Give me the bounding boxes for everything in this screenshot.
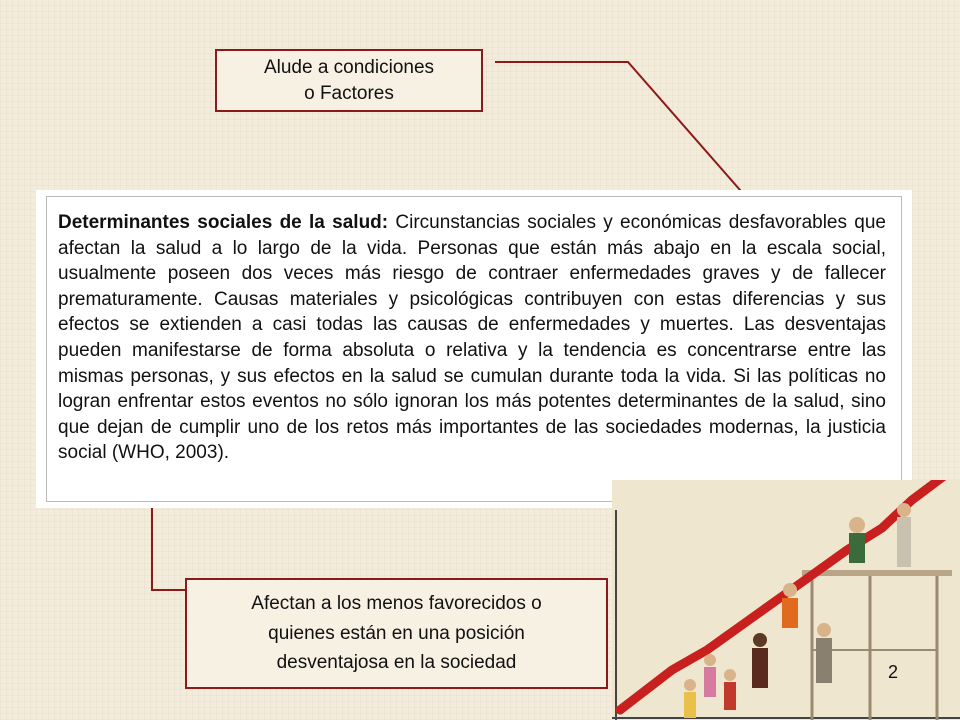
definition-term: Determinantes sociales de la salud:	[58, 212, 389, 233]
callout-bottom-line1: Afectan a los menos favorecidos o	[251, 593, 542, 615]
callout-disadvantaged	[185, 578, 608, 689]
rising-chart-illustration	[612, 480, 960, 720]
callout-conditions	[215, 49, 483, 112]
callout-top-line1: Alude a condiciones	[263, 56, 435, 78]
page-number: 2	[888, 662, 899, 682]
definition-body: Circunstancias sociales y económicas desfavorables que afectan la salud a lo largo de la vida. Personas que están más abajo en la escala social, usualmente poseen dos veces más riesgo de contraer enfermedades graves y de fallecer prematuramente. Causas materiales y psicológicas contribuyen con estas diferencias y sus efectos se extienden a casi todas las causas de enfermedades y muertes. Las desventajas pueden manifestarse de forma absoluta o relativa y la tendencia es concentrarse entre las mismas personas, y sus efectos en la salud se cumulan durante toda la vida. Si las políticas no logran enfrentar estos eventos no sólo ignoran los más potentes determinantes de la salud, sino que dejan de cumplir uno de los retos más importantes de las sociedades modernas, la justicia social (WHO, 2003).	[58, 212, 886, 464]
callout-bottom-line3: desventajosa en la sociedad	[276, 652, 517, 674]
callout-bottom-line2: quienes están en una posición	[268, 622, 525, 644]
callout-top-line2: o Factores	[304, 82, 394, 104]
definition-panel	[36, 190, 912, 508]
definition-text	[58, 210, 886, 466]
illustration-art	[612, 480, 960, 720]
